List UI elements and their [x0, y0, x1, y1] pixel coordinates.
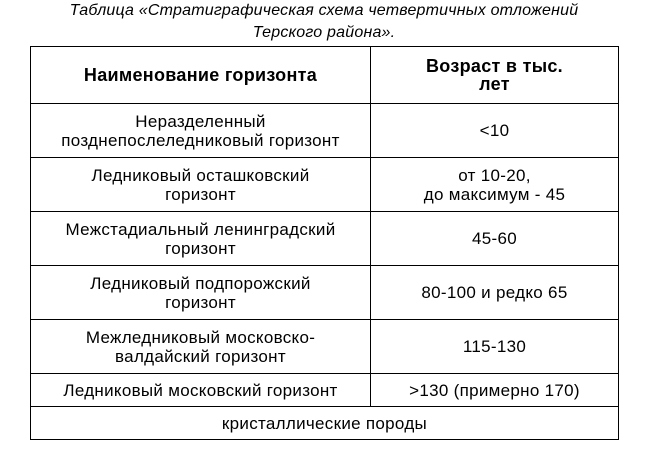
- horizon-name-cell: Ледниковый подпорожский горизонт: [31, 266, 371, 320]
- header-age-line-1: Возраст в тыс.: [425, 56, 563, 76]
- header-age: [371, 47, 619, 104]
- horizon-name-cell: Неразделенный позднепослеледниковый горизонт: [31, 104, 371, 158]
- table-row: [31, 320, 619, 374]
- table-row: [31, 104, 619, 158]
- caption-line-2: Терского района».: [252, 24, 396, 41]
- table-caption: [0, 0, 648, 44]
- age-cell: от 10-20, до максимум - 45: [371, 158, 619, 212]
- stratigraphic-table: [30, 46, 619, 440]
- header-horizon-name: Наименование горизонта: [31, 47, 371, 104]
- horizon-name-cell: Межледниковый московско- валдайский горизонт: [31, 320, 371, 374]
- horizon-name-cell: Межстадиальный ленинградский горизонт: [31, 212, 371, 266]
- age-cell: 80-100 и редко 65: [371, 266, 619, 320]
- header-age-line-2: лет: [479, 74, 510, 94]
- age-cell: 45-60: [371, 212, 619, 266]
- horizon-name-cell: Ледниковый осташковский горизонт: [31, 158, 371, 212]
- caption-line-1: Таблица «Стратиграфическая схема четвертичных отложений: [69, 2, 579, 19]
- age-cell: >130 (примерно 170): [371, 374, 619, 407]
- table-row: [31, 266, 619, 320]
- table-row: [31, 158, 619, 212]
- age-cell: <10: [371, 104, 619, 158]
- header-row: [31, 47, 619, 104]
- table-row: [31, 212, 619, 266]
- footer-cell: кристаллические породы: [31, 407, 619, 440]
- horizon-name-cell: Ледниковый московский горизонт: [31, 374, 371, 407]
- age-cell: 115-130: [371, 320, 619, 374]
- table-row: [31, 374, 619, 407]
- footer-row: [31, 407, 619, 440]
